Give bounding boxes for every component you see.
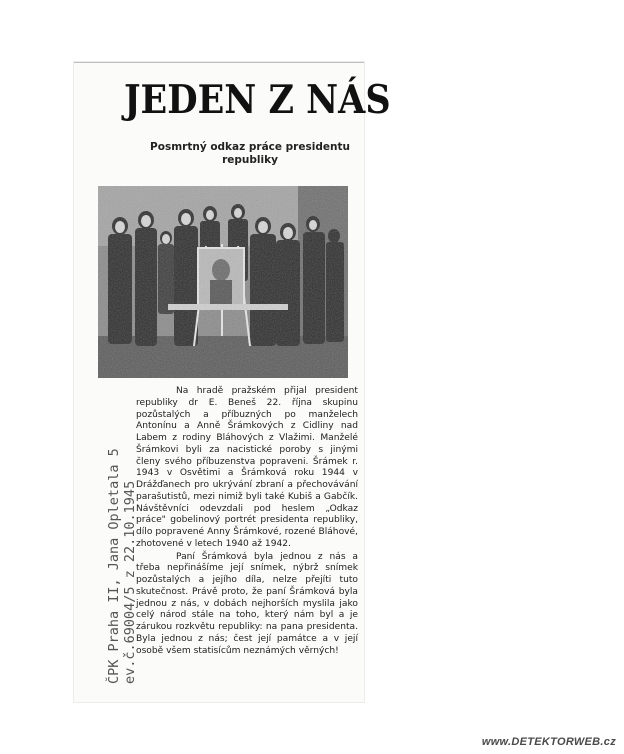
article-headline: JEDEN Z NÁS [124,77,391,124]
agency-stamp [106,448,138,684]
article-photo [98,186,348,378]
article-body [136,386,358,657]
stamp-line-2: ev.č.69004/5 z 22.10.1945 [122,480,138,684]
article-paragraph: Paní Šrámková byla jednou z nás a třeba nepřinášíme její snímek, nýbrž snímek pozůstalých a jejího díla, nelze přejíti tuto skutečnost. Právě proto, že paní Šrámková byla jednou z nás, v dobách nejhorších myslila jako celý národ stále na toho, který nám byl a je zárukou rozkvětu republiky: na pana presidenta. Byla jednou z nás; čest její památce a v její osobě všem statisícům neznámých věrných! [136,551,358,656]
clipping-top-edge [74,62,364,63]
site-watermark: www.DETEKTORWEB.cz [481,736,616,748]
article-paragraph: Na hradě pražském přijal president republiky dr E. Beneš 22. října skupinu pozůstalých a příbuzných po manželech Antonínu a Anně Šrámkových z Cidliny nad Labem z rodiny Bláhových z Vlažimi. Manželé Šrámkovi byli za nacistické poroby s jinými členy svého příbuzenstva popraveni. Šrámek r. 1943 v Osvětimi a Šrámková roku 1944 v Drážďanech pro ukrývání zbraní a přechovávání parašutistů, mezi nimiž byli také Kubiš a Gabčík. Návštěvníci odevzdali pod heslem „Odkaz práce" gobelinový portrét presidenta republiky, dílo popravené Anny Šrámkové, rozené Bláhové, zhotovené v letech 1940 až 1942. [136,386,358,549]
article-subtitle: Posmrtný odkaz práce presidentu republiky [150,141,350,166]
group-photo-illustration [98,186,348,378]
stamp-line-1: ČPK Praha II, Jana Opletala 5 [106,448,122,684]
